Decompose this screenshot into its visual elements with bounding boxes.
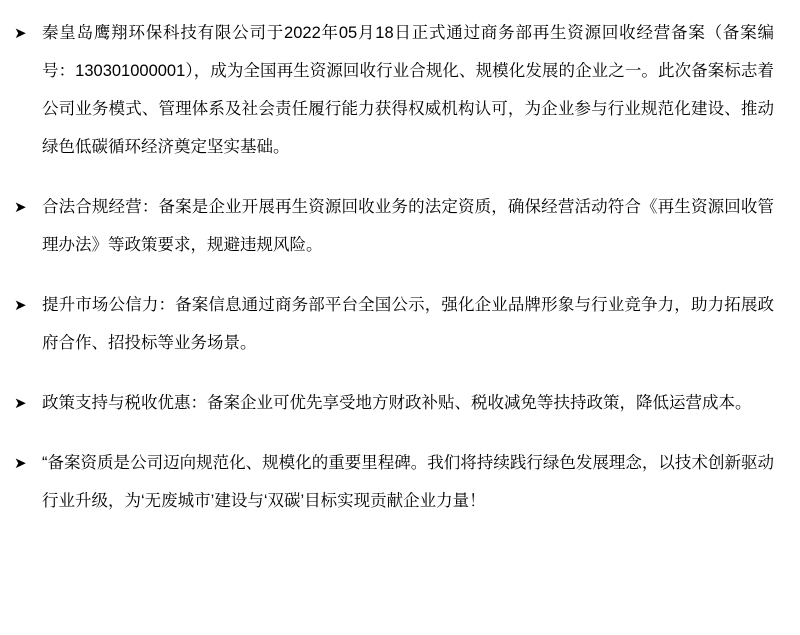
paragraph-text: 合法合规经营：备案是企业开展再生资源回收业务的法定资质，确保经营活动符合《再生资源回收管理办法》等政策要求，规避违规风险。: [42, 198, 774, 254]
paragraph-text: 政策支持与税收优惠：备案企业可优先享受地方财政补贴、税收减免等扶持政策，降低运营成本。: [42, 394, 752, 412]
arrow-bullet-icon: ➤: [14, 296, 27, 314]
paragraph-text: “备案资质是公司迈向规范化、规模化的重要里程碑。我们将持续践行绿色发展理念，以技术创新驱动行业升级，为‘无废城市’建设与‘双碳’目标实现贡献企业力量！: [42, 454, 774, 510]
list-item: [10, 384, 774, 422]
arrow-bullet-icon: ➤: [14, 454, 27, 472]
list-item: [10, 14, 774, 166]
arrow-bullet-icon: ➤: [14, 394, 27, 412]
list-item: [10, 188, 774, 264]
list-item: [10, 444, 774, 520]
paragraph-text: 秦皇岛鹰翔环保科技有限公司于2022年05月18日正式通过商务部再生资源回收经营备案（备案编号：130301000001），成为全国再生资源回收行业合规化、规模化发展的企业之一。此次备案标志着公司业务模式、管理体系及社会责任履行能力获得权威机构认可，为企业参与行业规范化建设、推动绿色低碳循环经济奠定坚实基础。: [42, 24, 774, 156]
arrow-bullet-icon: ➤: [14, 24, 27, 42]
arrow-bullet-icon: ➤: [14, 198, 27, 216]
paragraph-text: 提升市场公信力：备案信息通过商务部平台全国公示，强化企业品牌形象与行业竞争力，助力拓展政府合作、招投标等业务场景。: [42, 296, 774, 352]
list-item: [10, 286, 774, 362]
